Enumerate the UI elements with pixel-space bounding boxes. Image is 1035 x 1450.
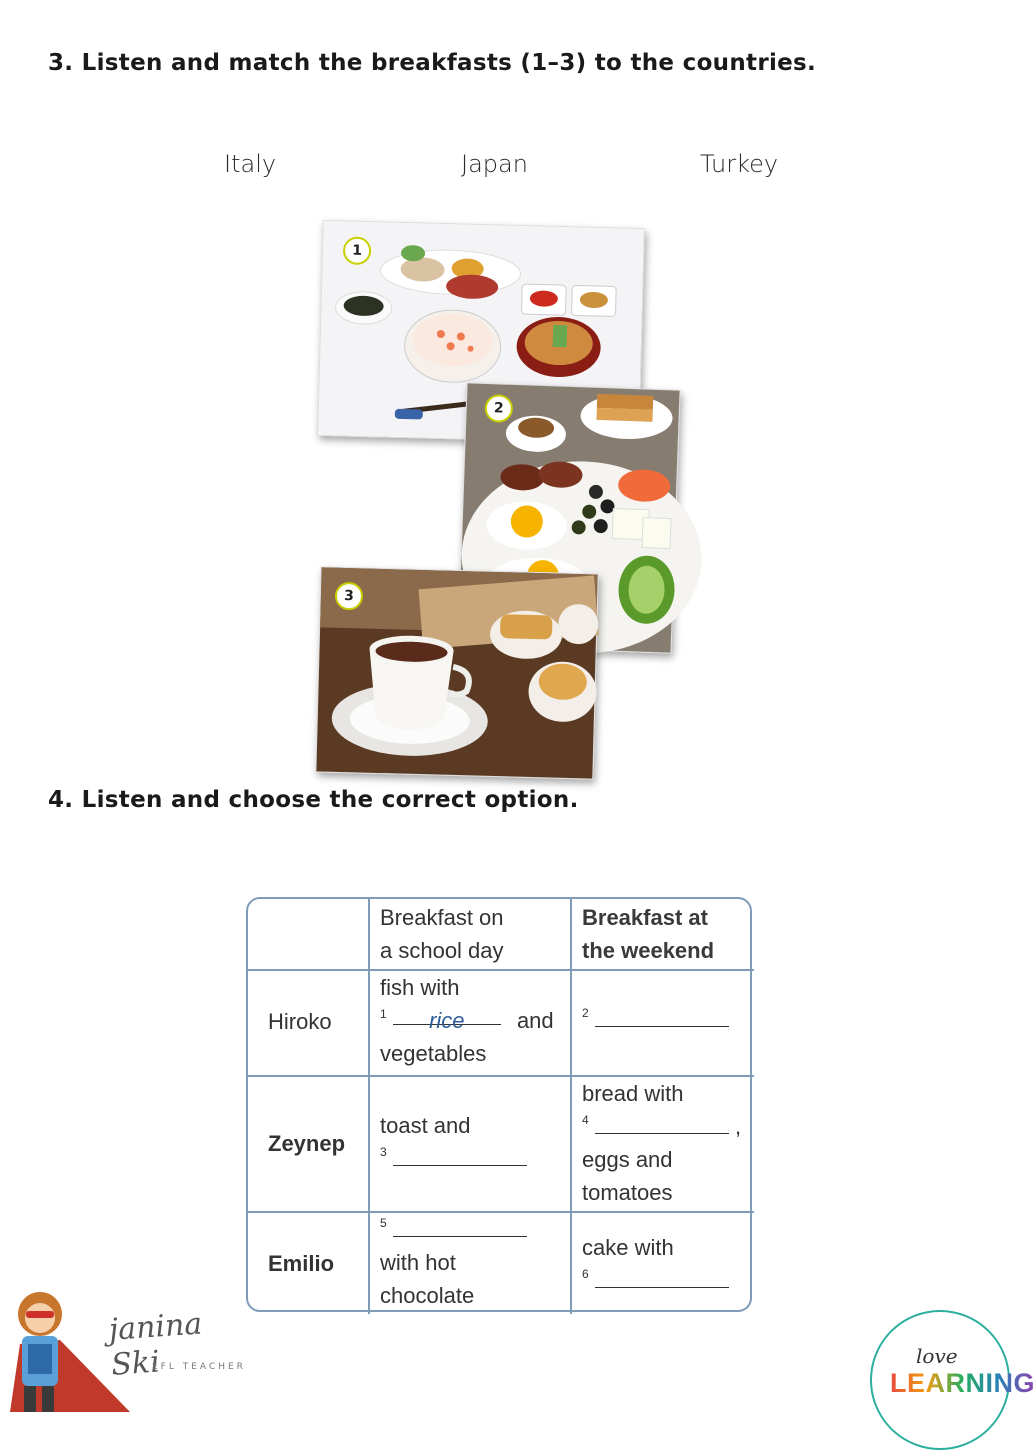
- answer-blank-5[interactable]: [393, 1216, 527, 1237]
- row-name-emilio: Emilio: [268, 1251, 335, 1276]
- badge-learning-text: LEARNING: [890, 1368, 1035, 1398]
- row-name-hiroko: Hiroko: [268, 1009, 332, 1034]
- country-italy: Italy: [224, 150, 277, 178]
- breakfast-photo-3: [315, 566, 598, 779]
- breakfast-table: [246, 897, 752, 1312]
- zeynep-school-day: toast and $^3$: [380, 1109, 566, 1175]
- answer-blank-2[interactable]: [595, 1006, 729, 1027]
- exercise-4-heading: 4. Listen and choose the correct option.: [48, 787, 579, 813]
- emilio-weekend: cake with $^6$: [582, 1231, 750, 1297]
- brand-signature: janina Ski: [107, 1306, 204, 1383]
- country-japan: Japan: [461, 150, 528, 178]
- answer-blank-4[interactable]: [595, 1113, 729, 1134]
- answer-blank-1[interactable]: rice: [393, 1004, 501, 1025]
- zeynep-weekend: bread with $^4$ , eggs and tomatoes: [582, 1081, 742, 1205]
- answer-blank-3[interactable]: [393, 1145, 527, 1166]
- header-school-day: Breakfast on a school day: [380, 905, 504, 963]
- row-name-zeynep: Zeynep: [268, 1131, 346, 1156]
- hiroko-weekend: 2: [582, 1003, 750, 1036]
- header-weekend: Breakfast at the weekend: [582, 905, 715, 963]
- teacher-logo: [0, 1284, 250, 1412]
- emilio-school-day: $^5$ with hot chocolate: [380, 1213, 566, 1312]
- hiroko-school-day: fish with $^1$ rice and vegetables: [380, 975, 554, 1066]
- photo-2-number: 2: [484, 394, 513, 423]
- brand-subtitle: EFL TEACHER: [152, 1362, 246, 1372]
- photo-1-number: 1: [343, 236, 372, 265]
- love-learning-badge: [870, 1310, 1035, 1450]
- country-turkey: Turkey: [700, 150, 779, 178]
- badge-love-text: love: [916, 1344, 958, 1368]
- exercise-3-heading: 3. Listen and match the breakfasts (1–3) to the countries.: [48, 50, 817, 76]
- photo-3-number: 3: [335, 582, 364, 611]
- answer-blank-6[interactable]: [595, 1267, 729, 1288]
